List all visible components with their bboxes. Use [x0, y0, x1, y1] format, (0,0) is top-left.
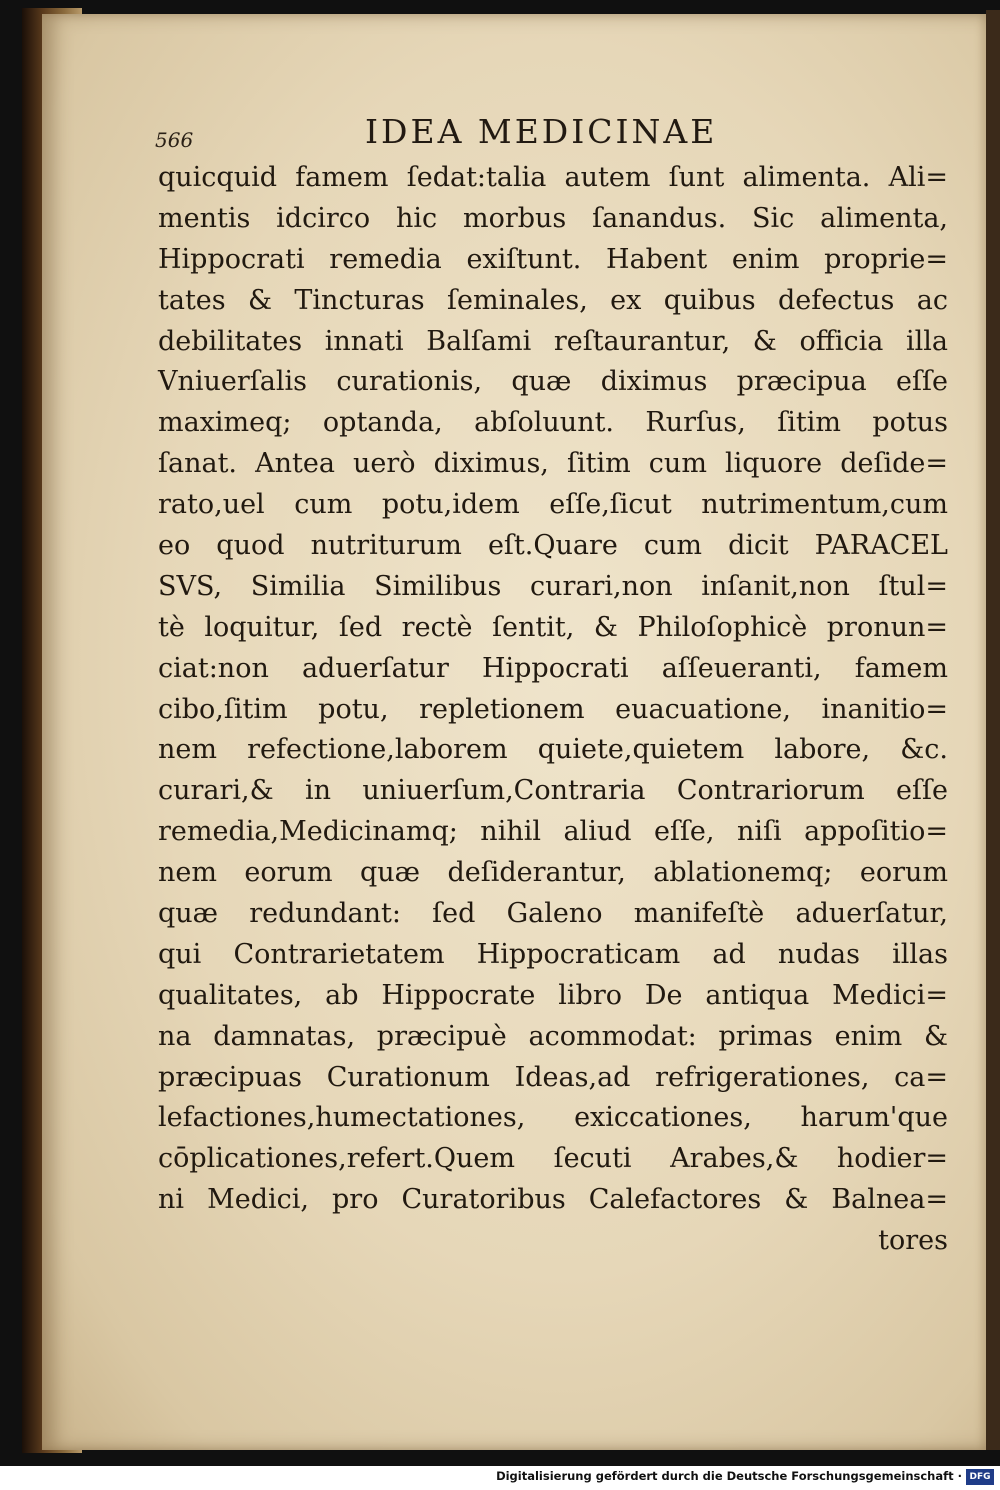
text-line: rato,uel cum potu,idem eſſe,ſicut nutrimentum,cum: [158, 489, 948, 521]
text-line: SVS, Similia Similibus curari,non inſanit,non ſtul=: [158, 570, 948, 602]
text-line: qualitates, ab Hippocrate libro De antiqua Medici=: [158, 979, 948, 1011]
footer-bar: [0, 1466, 1000, 1490]
text-line: quicquid famem ſedat:talia autem ſunt alimenta. Ali=: [158, 162, 948, 193]
text-line: lefactiones,humectationes, exiccationes, harum'que: [158, 1102, 948, 1134]
text-line: eo quod nutriturum eſt.Quare cum dicit PARACEL: [158, 530, 948, 562]
text-line: Hippocrati remedia exiſtunt. Habent enim proprie=: [158, 243, 948, 275]
text-line: cōplicationes,refert.Quem ſecuti Arabes,& hodier=: [158, 1143, 948, 1175]
text-line: quæ redundant: ſed Galeno manifeſtè aduerſatur,: [158, 898, 948, 930]
text-line: ciat:non aduerſatur Hippocrati aſſeueranti, famem: [158, 652, 948, 684]
dfg-logo: DFG: [966, 1469, 994, 1485]
running-head: IDEA MEDICINAE: [365, 112, 718, 151]
text-line: remedia,Medicinamq; nihil aliud eſſe, niſi appoſitio=: [158, 816, 948, 848]
page-number: 566: [155, 128, 194, 152]
text-line: qui Contrarietatem Hippocraticam ad nudas illas: [158, 938, 948, 970]
text-line: ni Medici, pro Curatoribus Calefactores & Balnea=: [158, 1184, 948, 1216]
text-line: cibo,ſitim potu, repletionem euacuatione, inanitio=: [158, 693, 948, 725]
funding-note: Digitalisierung gefördert durch die Deutsche Forschungsgemeinschaft ·: [496, 1469, 962, 1483]
text-line: mentis idcirco hic morbus ſanandus. Sic alimenta,: [158, 202, 948, 234]
text-line: tè loquitur, ſed rectè ſentit, & Philoſophicè pronun=: [158, 611, 948, 643]
text-line: nem eorum quæ deſiderantur, ablationemq; eorum: [158, 857, 948, 889]
page-header: [155, 112, 935, 157]
text-line: curari,& in uniuerſum,Contraria Contrariorum eſſe: [158, 775, 948, 807]
text-line: ſanat. Antea uerò diximus, ſitim cum liquore deſide=: [158, 448, 948, 480]
text-line: præcipuas Curationum Ideas,ad refrigerationes, ca=: [158, 1061, 948, 1093]
text-line: tates & Tincturas ſeminales, ex quibus defectus ac: [158, 284, 948, 316]
text-line: debilitates innati Balſami reſtaurantur, & officia illa: [158, 325, 948, 357]
text-line: na damnatas, præcipuè acommodat: primas enim &: [158, 1020, 948, 1052]
body-text: [158, 158, 948, 1262]
page-right-edge: [986, 10, 1000, 1450]
text-line: Vniuerſalis curationis, quæ diximus præcipua eſſe: [158, 366, 948, 398]
text-line: tores: [878, 1225, 948, 1257]
text-line: nem refectione,laborem quiete,quietem labore, &c.: [158, 734, 948, 766]
text-line: maximeq; optanda, abſoluunt. Rurſus, ſitim potus: [158, 407, 948, 439]
